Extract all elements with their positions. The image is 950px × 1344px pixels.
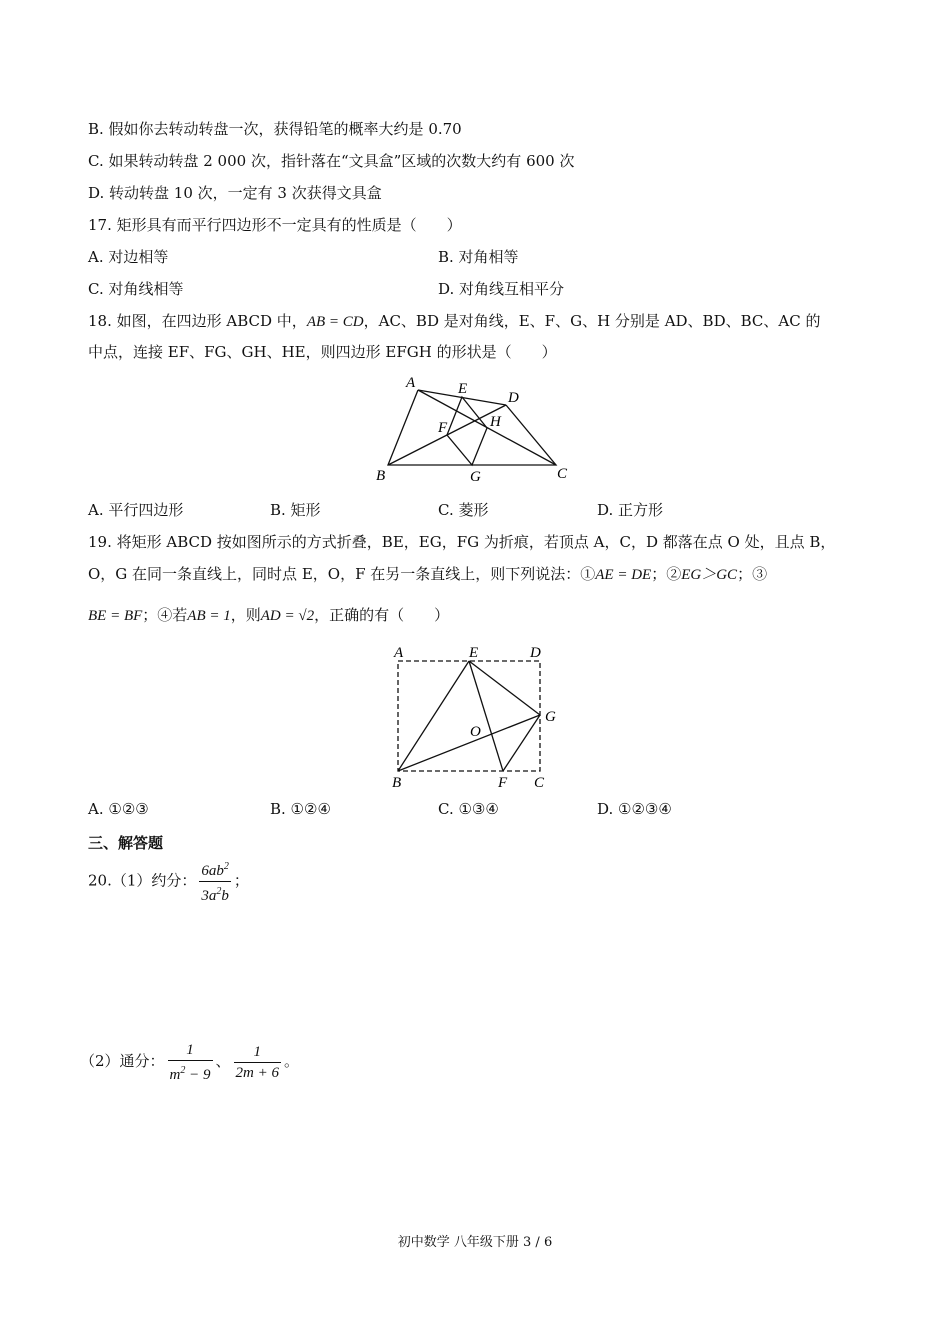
q19-label-f: F: [498, 775, 508, 791]
q20-part2-fraction1: [168, 1041, 213, 1084]
q19-line3-math1: BE = BF: [88, 608, 143, 624]
q20-p1-den-b: b: [221, 888, 229, 904]
q18-label-h: H: [490, 414, 501, 430]
q19-line2-post: ；③: [737, 565, 768, 583]
q19-folded-rectangle-figure: [388, 640, 568, 792]
q19-label-a: A: [394, 645, 404, 661]
q18-label-b: B: [376, 468, 386, 484]
q20-part1-fraction: [199, 858, 231, 905]
q19-line3-post: ，正确的有（ ）: [314, 606, 450, 624]
q19-line3-mid2: ，则: [230, 606, 261, 624]
q17-option-a: A. 对边相等: [88, 248, 169, 266]
q20-f2-num: 1: [234, 1043, 281, 1063]
q19-label-d: D: [530, 645, 541, 661]
q20-part1-end: ；: [233, 871, 249, 890]
q19-option-a: A. ①②③: [88, 800, 149, 818]
q18-stem-pre: 18. 如图，在四边形 ABCD 中，: [88, 312, 307, 330]
q19-line2-pre: O，G 在同一条直线上，同时点 E，O，F 在另一条直线上，则下列说法：①: [88, 565, 596, 583]
q18-option-d: D. 正方形: [597, 501, 664, 519]
q20-part2: [80, 1039, 299, 1084]
q17-option-c: C. 对角线相等: [88, 280, 184, 298]
q19-line3-math3: AD = √2: [260, 608, 315, 624]
q20-p1-den-a: 3a: [201, 888, 217, 904]
q20-f1-den-b: − 9: [185, 1066, 211, 1083]
q16-option-c: C. 如果转动转盘 2 000 次，指针落在“文具盒”区域的次数大约有 600 次: [88, 152, 575, 170]
q16-option-d: D. 转动转盘 10 次，一定有 3 次获得文具盒: [88, 184, 382, 202]
q19-line3-math2: AB = 1: [187, 608, 231, 624]
q19-label-b: B: [392, 775, 402, 791]
q18-stem-math: AB = CD: [306, 314, 364, 330]
q17-stem: 17. 矩形具有而平行四边形不一定具有的性质是（ ）: [88, 216, 462, 234]
q20-part2-fraction2: [234, 1043, 281, 1082]
q20-p1-den-exp: 2: [216, 886, 222, 897]
q18-option-a: A. 平行四边形: [88, 501, 184, 519]
q18-option-c: C. 菱形: [438, 501, 489, 519]
q20-f1-den-a: m: [169, 1066, 181, 1083]
q18-label-e: E: [458, 381, 468, 397]
q19-stem-line3: [88, 605, 449, 626]
q20-part1: [88, 858, 249, 905]
q20-part2-label: （2）通分：: [80, 1052, 165, 1070]
q18-quadrilateral-figure: [370, 370, 580, 485]
q18-option-b: B. 矩形: [270, 501, 321, 519]
q19-line2-mid: ；②: [651, 565, 682, 583]
q19-option-c: C. ①③④: [438, 800, 499, 818]
q19-label-o: O: [470, 724, 481, 740]
q17-option-b: B. 对角相等: [438, 248, 519, 266]
q18-label-a: A: [406, 375, 416, 391]
q17-option-d: D. 对角线互相平分: [438, 280, 565, 298]
q19-option-d: D. ①②③④: [597, 800, 672, 818]
q18-stem-line2: 中点，连接 EF、FG、GH、HE，则四边形 EFGH 的形状是（ ）: [88, 343, 557, 361]
q19-line2-math2: EG＞GC: [681, 567, 738, 583]
q20-part1-label: 20.（1）约分：: [88, 871, 197, 890]
q19-option-b: B. ①②④: [270, 800, 331, 818]
q18-stem-line1: [88, 311, 820, 332]
page-footer: 初中数学 八年级下册 3 / 6: [397, 1235, 553, 1250]
q20-separator: 、: [215, 1052, 231, 1070]
q19-stem-line2: [88, 564, 767, 585]
q19-line2-math1: AE = DE: [595, 567, 652, 583]
q19-line3-mid: ；④若: [142, 606, 188, 624]
q20-p1-num-exp: 2: [223, 861, 229, 872]
q20-f1-den-exp: 2: [180, 1064, 186, 1076]
q18-label-g: G: [470, 469, 481, 485]
q16-option-b: B. 假如你去转动转盘一次，获得铅笔的概率大约是 0.70: [88, 120, 462, 138]
q18-label-c: C: [557, 466, 568, 482]
q20-p1-num: 6ab: [201, 863, 224, 879]
q20-f1-num: 1: [168, 1041, 213, 1061]
q19-stem-line1: 19. 将矩形 ABCD 按如图所示的方式折叠，BE，EG，FG 为折痕，若顶点 A，C，D 都落在点 O 处，且点 B，: [88, 533, 836, 551]
q20-f2-den: 2m + 6: [235, 1064, 279, 1081]
q19-label-g: G: [545, 709, 556, 725]
q18-label-f: F: [438, 420, 448, 436]
q18-label-d: D: [508, 390, 519, 406]
q20-part2-end: 。: [284, 1052, 300, 1070]
q18-stem-post: ，AC、BD 是对角线，E、F、G、H 分别是 AD、BD、BC、AC 的: [363, 312, 821, 330]
section-heading: 三、解答题: [88, 834, 164, 852]
q19-label-e: E: [469, 645, 479, 661]
q19-label-c: C: [534, 775, 545, 791]
